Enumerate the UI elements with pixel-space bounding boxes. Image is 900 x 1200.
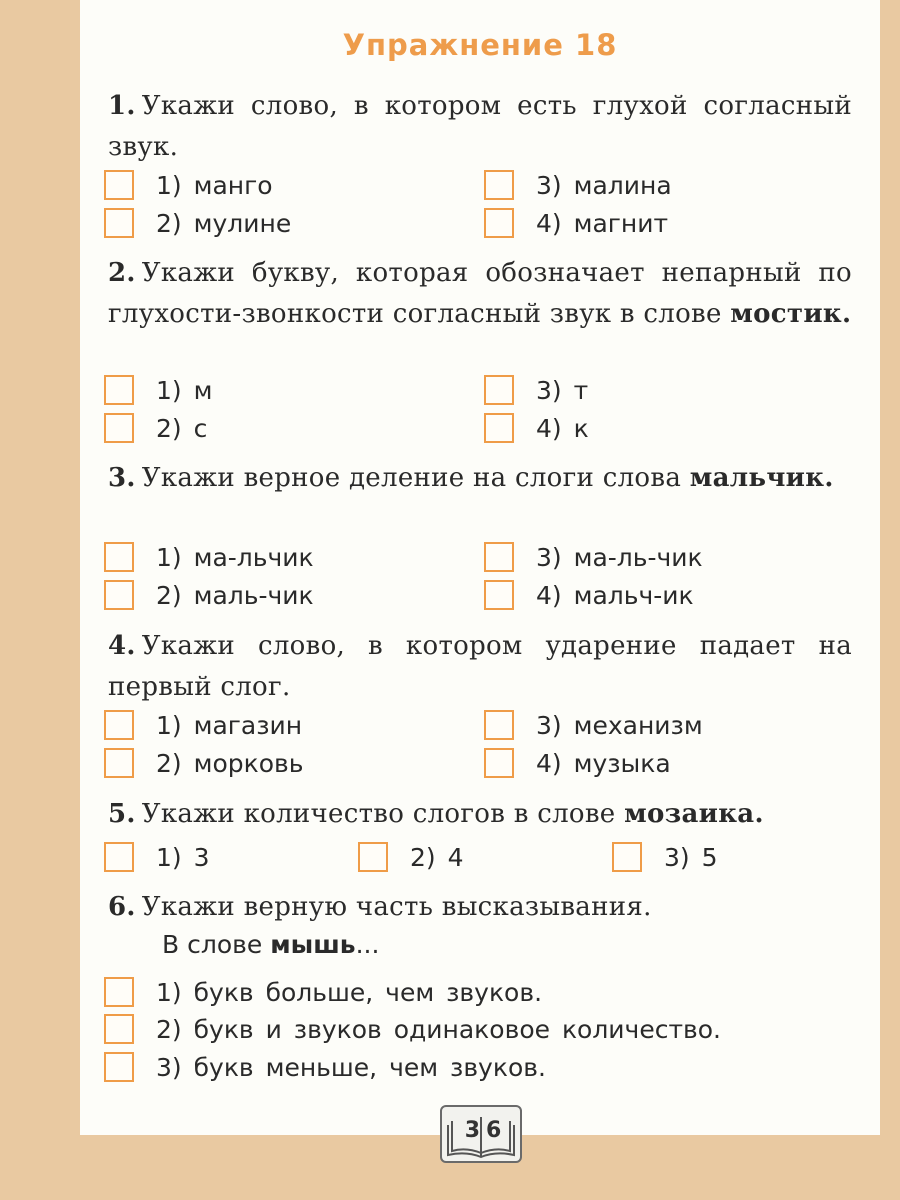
option-label: 2) букв и звуков одинаковое количество. bbox=[156, 1014, 721, 1044]
option-1-2[interactable] bbox=[104, 206, 291, 240]
option-label: 3) букв меньше, чем звуков. bbox=[156, 1052, 546, 1082]
option-6-3[interactable] bbox=[104, 1050, 546, 1084]
answer-checkbox[interactable] bbox=[104, 710, 134, 740]
answer-checkbox[interactable] bbox=[104, 748, 134, 778]
option-6-1[interactable] bbox=[104, 975, 542, 1009]
answer-checkbox[interactable] bbox=[484, 710, 514, 740]
option-label: 1) ма-льчик bbox=[156, 542, 314, 572]
question-2: 2. Укажи букву, которая обозначает непарный по глухости-звонкости согласный звук в слове мостик. bbox=[108, 258, 852, 329]
option-4-1[interactable] bbox=[104, 708, 302, 742]
option-2-1[interactable] bbox=[104, 373, 212, 407]
answer-checkbox[interactable] bbox=[484, 375, 514, 405]
option-5-2[interactable] bbox=[358, 840, 464, 874]
answer-checkbox[interactable] bbox=[104, 580, 134, 610]
question-number: 2. bbox=[108, 258, 136, 288]
option-label: 2) 4 bbox=[410, 842, 464, 872]
question-1 bbox=[108, 86, 852, 168]
answer-checkbox[interactable] bbox=[104, 1014, 134, 1044]
option-label: 4) музыка bbox=[536, 748, 671, 778]
option-label: 4) мальч-ик bbox=[536, 580, 694, 610]
answer-checkbox[interactable] bbox=[484, 542, 514, 572]
answer-checkbox[interactable] bbox=[612, 842, 642, 872]
question-number: 5. bbox=[108, 799, 136, 829]
option-3-2[interactable] bbox=[104, 578, 314, 612]
answer-checkbox[interactable] bbox=[104, 208, 134, 238]
option-5-1[interactable] bbox=[104, 840, 210, 874]
option-label: 2) морковь bbox=[156, 748, 304, 778]
option-6-2[interactable] bbox=[104, 1012, 721, 1046]
option-label: 2) маль-чик bbox=[156, 580, 314, 610]
stem-keyword: мышь bbox=[270, 930, 356, 959]
answer-checkbox[interactable] bbox=[484, 580, 514, 610]
question-number: 3. bbox=[108, 463, 136, 493]
option-2-4[interactable] bbox=[484, 411, 589, 445]
answer-checkbox[interactable] bbox=[104, 170, 134, 200]
option-label: 4) магнит bbox=[536, 208, 669, 238]
question-text: Укажи слово, в котором ударение падает на первый слог. bbox=[108, 631, 852, 702]
question-keyword: мозаика bbox=[624, 799, 755, 829]
option-2-2[interactable] bbox=[104, 411, 207, 445]
question-number: 1. bbox=[108, 91, 136, 121]
option-label: 3) малина bbox=[536, 170, 672, 200]
option-4-2[interactable] bbox=[104, 746, 304, 780]
option-label: 3) ма-ль-чик bbox=[536, 542, 703, 572]
answer-checkbox[interactable] bbox=[104, 977, 134, 1007]
option-label: 2) мулине bbox=[156, 208, 292, 238]
question-text: Укажи букву, которая обозначает непарный по глухости-звонкости согласный звук в слове bbox=[108, 258, 852, 329]
question-keyword: мальчик bbox=[689, 463, 825, 493]
option-label: 1) 3 bbox=[156, 842, 210, 872]
question-6 bbox=[108, 887, 852, 928]
answer-checkbox[interactable] bbox=[104, 842, 134, 872]
option-5-3[interactable] bbox=[612, 840, 718, 874]
answer-checkbox[interactable] bbox=[104, 375, 134, 405]
page-number bbox=[462, 1117, 504, 1145]
answer-checkbox[interactable] bbox=[484, 208, 514, 238]
option-label: 3) т bbox=[536, 375, 589, 405]
option-label: 1) магазин bbox=[156, 710, 303, 740]
page-digit: 6 bbox=[486, 1118, 502, 1143]
answer-checkbox[interactable] bbox=[104, 542, 134, 572]
question-number: 4. bbox=[108, 631, 136, 661]
answer-checkbox[interactable] bbox=[484, 748, 514, 778]
option-1-4[interactable] bbox=[484, 206, 668, 240]
page-number-badge bbox=[440, 1105, 522, 1163]
question-5: 5. Укажи количество слогов в слове мозаика. bbox=[108, 799, 764, 829]
option-4-4[interactable] bbox=[484, 746, 671, 780]
question-keyword: мостик bbox=[730, 299, 842, 329]
answer-checkbox[interactable] bbox=[484, 170, 514, 200]
option-label: 1) м bbox=[156, 375, 213, 405]
page-digit: 3 bbox=[464, 1118, 480, 1143]
option-label: 1) манго bbox=[156, 170, 273, 200]
option-1-1[interactable] bbox=[104, 168, 273, 202]
option-2-3[interactable] bbox=[484, 373, 588, 407]
question-text: Укажи верное деление на слоги слова bbox=[141, 463, 682, 493]
question-text: Укажи слово, в котором есть глухой согласный звук. bbox=[108, 91, 852, 162]
option-label: 2) с bbox=[156, 413, 208, 443]
option-label: 3) механизм bbox=[536, 710, 703, 740]
answer-checkbox[interactable] bbox=[104, 413, 134, 443]
answer-checkbox[interactable] bbox=[484, 413, 514, 443]
question-text: Укажи верную часть высказывания. bbox=[141, 892, 652, 922]
worksheet-page bbox=[80, 0, 880, 1143]
question-number: 6. bbox=[108, 892, 136, 922]
exercise-title: Упражнение 18 bbox=[342, 28, 618, 62]
stem-prefix: В слове bbox=[162, 930, 263, 959]
option-3-1[interactable] bbox=[104, 540, 314, 574]
option-label: 4) к bbox=[536, 413, 589, 443]
answer-checkbox[interactable] bbox=[104, 1052, 134, 1082]
option-label: 1) букв больше, чем звуков. bbox=[156, 977, 543, 1007]
option-3-4[interactable] bbox=[484, 578, 694, 612]
question-3: 3. Укажи верное деление на слоги слова мальчик. bbox=[108, 463, 834, 493]
question-4 bbox=[108, 626, 852, 708]
question-6-stem bbox=[162, 930, 379, 959]
question-text: Укажи количество слогов в слове bbox=[141, 799, 616, 829]
stem-suffix: ... bbox=[355, 930, 380, 959]
option-3-3[interactable] bbox=[484, 540, 703, 574]
answer-checkbox[interactable] bbox=[358, 842, 388, 872]
option-label: 3) 5 bbox=[664, 842, 718, 872]
option-1-3[interactable] bbox=[484, 168, 672, 202]
option-4-3[interactable] bbox=[484, 708, 703, 742]
